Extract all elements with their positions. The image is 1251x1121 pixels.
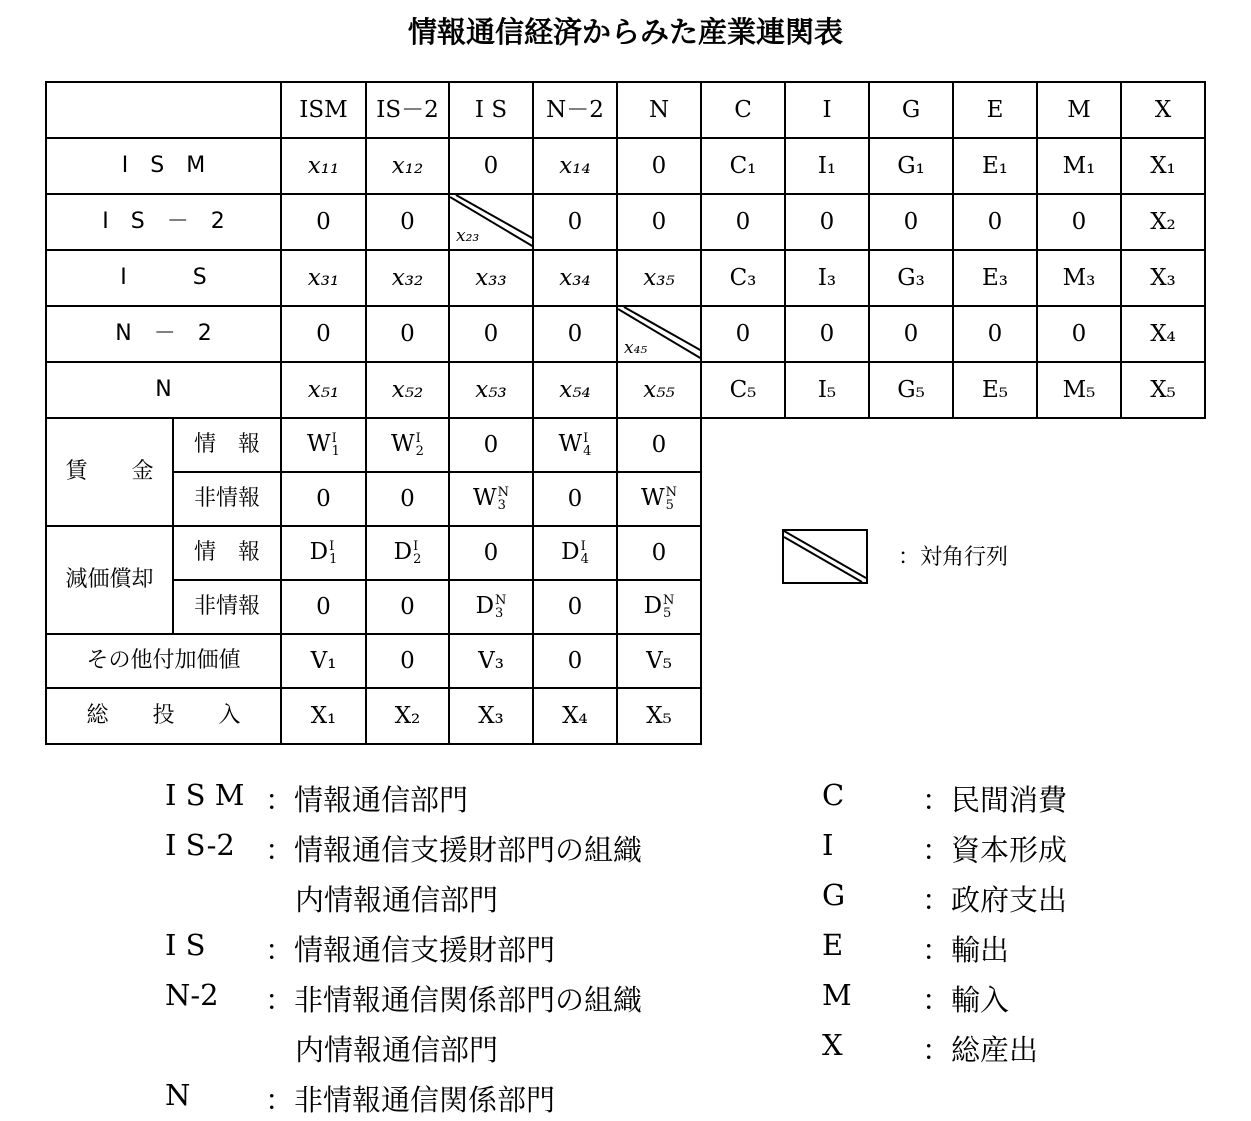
table-cell: 0 bbox=[701, 194, 785, 250]
table-cell: 0 bbox=[449, 306, 533, 362]
table-cell: W N 3 bbox=[449, 472, 533, 526]
table-cell: x₁₂ bbox=[366, 138, 449, 194]
blank-area bbox=[701, 634, 1205, 688]
column-header: N－2 bbox=[533, 82, 617, 138]
row-label: I S M bbox=[46, 138, 281, 194]
table-cell: X₃ bbox=[1121, 250, 1205, 306]
cell-base: W bbox=[640, 485, 665, 511]
table-cell: 0 bbox=[449, 138, 533, 194]
table-cell: V₅ bbox=[617, 634, 701, 688]
table-cell: 0 bbox=[869, 306, 953, 362]
table-cell: W N 5 bbox=[617, 472, 701, 526]
key-abbr: N bbox=[165, 1078, 191, 1112]
table-cell: 0 bbox=[281, 472, 366, 526]
table-cell: I₁ bbox=[785, 138, 869, 194]
table-cell: 0 bbox=[281, 306, 366, 362]
blank-area bbox=[701, 472, 1205, 526]
table-cell: I₃ bbox=[785, 250, 869, 306]
table-cell: 0 bbox=[533, 634, 617, 688]
table-cell: x₅₅ bbox=[617, 362, 701, 418]
cell-base: D bbox=[309, 539, 329, 565]
table-cell: 0 bbox=[617, 526, 701, 580]
table-cell: X₂ bbox=[1121, 194, 1205, 250]
table-cell: x₅₂ bbox=[366, 362, 449, 418]
table-cell: G₃ bbox=[869, 250, 953, 306]
table-cell: x₅₃ bbox=[449, 362, 533, 418]
input-output-table bbox=[45, 81, 1206, 745]
column-header: IS－2 bbox=[366, 82, 449, 138]
key-abbr: G bbox=[822, 878, 846, 912]
table-row bbox=[46, 418, 1205, 472]
table-row bbox=[46, 250, 1205, 306]
key-text: ：輸出 bbox=[922, 933, 1010, 967]
group-label: 賃 金 bbox=[46, 418, 173, 526]
table-cell: V₃ bbox=[449, 634, 533, 688]
table-cell: E₁ bbox=[953, 138, 1037, 194]
table-cell: 0 bbox=[1037, 194, 1121, 250]
table-cell: x₃₄ bbox=[533, 250, 617, 306]
table-row bbox=[46, 362, 1205, 418]
diagonal-cell bbox=[449, 194, 533, 250]
table-cell: X₄ bbox=[1121, 306, 1205, 362]
table-cell: 0 bbox=[785, 306, 869, 362]
page-title: 情報通信経済からみた産業連関表 bbox=[407, 15, 843, 49]
diagonal-hatch-icon bbox=[784, 531, 866, 582]
table-cell: X₂ bbox=[366, 688, 449, 744]
cell-base: W bbox=[558, 431, 583, 457]
column-header: ISM bbox=[281, 82, 366, 138]
key-text: 内情報通信部門 bbox=[295, 1033, 499, 1067]
row-label: 総 投 入 bbox=[46, 688, 281, 744]
column-header: X bbox=[1121, 82, 1205, 138]
table-row bbox=[46, 138, 1205, 194]
table-cell: C₁ bbox=[701, 138, 785, 194]
cell-base: W bbox=[391, 431, 415, 457]
table-cell: I₅ bbox=[785, 362, 869, 418]
column-header: C bbox=[701, 82, 785, 138]
table-cell: 0 bbox=[533, 472, 617, 526]
cell-base: D bbox=[475, 593, 495, 619]
table-cell: 0 bbox=[785, 194, 869, 250]
table-cell: x₁₁ bbox=[281, 138, 366, 194]
table-cell: 0 bbox=[1037, 306, 1121, 362]
table-cell: 0 bbox=[281, 580, 366, 634]
key-abbr: C bbox=[822, 778, 845, 812]
row-label: I S bbox=[46, 250, 281, 306]
key-abbr: I S M bbox=[165, 778, 245, 812]
table-cell: 0 bbox=[281, 194, 366, 250]
sub-label: 非情報 bbox=[173, 580, 281, 634]
row-label: I S － 2 bbox=[46, 194, 281, 250]
table-row bbox=[46, 194, 1205, 250]
table-cell: 0 bbox=[533, 306, 617, 362]
key-text: ：情報通信部門 bbox=[265, 783, 469, 817]
cell-base: D bbox=[561, 539, 580, 565]
column-header: N bbox=[617, 82, 701, 138]
blank-area bbox=[701, 418, 1205, 472]
table-cell: x₃₁ bbox=[281, 250, 366, 306]
cell-base: W bbox=[472, 485, 497, 511]
table-cell: E₅ bbox=[953, 362, 1037, 418]
table-cell: X₅ bbox=[1121, 362, 1205, 418]
table-cell: 0 bbox=[449, 526, 533, 580]
blank-area bbox=[701, 688, 1205, 744]
table-cell: 0 bbox=[953, 194, 1037, 250]
column-header: M bbox=[1037, 82, 1121, 138]
table-cell: D I 1 bbox=[281, 526, 366, 580]
row-label: N － 2 bbox=[46, 306, 281, 362]
table-cell: x₅₁ bbox=[281, 362, 366, 418]
table-row bbox=[46, 688, 1205, 744]
key-text: ：非情報通信関係部門の組織 bbox=[265, 983, 643, 1017]
table-cell: x₃₂ bbox=[366, 250, 449, 306]
key-text: ：非情報通信関係部門 bbox=[265, 1083, 556, 1117]
table-row bbox=[46, 472, 1205, 526]
column-header: G bbox=[869, 82, 953, 138]
table-cell: 0 bbox=[366, 634, 449, 688]
table-cell: x₃₃ bbox=[449, 250, 533, 306]
group-label: 減価償却 bbox=[46, 526, 173, 634]
table-cell: 0 bbox=[617, 418, 701, 472]
key-abbr: M bbox=[822, 978, 852, 1012]
table-cell: 0 bbox=[533, 580, 617, 634]
table-cell: W I 1 bbox=[281, 418, 366, 472]
table-cell: 0 bbox=[533, 194, 617, 250]
diagonal-legend-label: ：対角行列 bbox=[898, 545, 1009, 570]
cell-base: D bbox=[643, 593, 663, 619]
key-abbr: N-2 bbox=[165, 978, 219, 1012]
key-abbr: I S-2 bbox=[165, 828, 235, 862]
key-abbr: I S bbox=[165, 928, 206, 962]
row-label: その他付加価値 bbox=[46, 634, 281, 688]
table-cell: D N 5 bbox=[617, 580, 701, 634]
table-cell: x₅₄ bbox=[533, 362, 617, 418]
key-text: ：輸入 bbox=[922, 983, 1010, 1017]
table-cell: X₃ bbox=[449, 688, 533, 744]
table-cell: 0 bbox=[953, 306, 1037, 362]
sub-label: 情 報 bbox=[173, 418, 281, 472]
table-cell: 0 bbox=[617, 194, 701, 250]
table-cell: 0 bbox=[869, 194, 953, 250]
table-cell: 0 bbox=[366, 580, 449, 634]
sub-label: 非情報 bbox=[173, 472, 281, 526]
diagonal-cell bbox=[617, 306, 701, 362]
key-text: ：政府支出 bbox=[922, 883, 1068, 917]
key-text: 内情報通信部門 bbox=[295, 883, 499, 917]
table-cell: D I 4 bbox=[533, 526, 617, 580]
table-cell: V₁ bbox=[281, 634, 366, 688]
table-cell: x₃₅ bbox=[617, 250, 701, 306]
key-text: ：民間消費 bbox=[922, 783, 1068, 817]
key-text: ：情報通信支援財部門 bbox=[265, 933, 556, 967]
table-cell: G₁ bbox=[869, 138, 953, 194]
column-header: I bbox=[785, 82, 869, 138]
table-cell: D I 2 bbox=[366, 526, 449, 580]
header-row bbox=[46, 82, 1205, 138]
table-cell: 0 bbox=[366, 306, 449, 362]
diagonal-value: x₄₅ bbox=[624, 338, 648, 358]
table-cell: M₅ bbox=[1037, 362, 1121, 418]
table-row bbox=[46, 634, 1205, 688]
corner-cell bbox=[46, 82, 281, 138]
table-row bbox=[46, 306, 1205, 362]
table-cell: W I 4 bbox=[533, 418, 617, 472]
table-cell: X₁ bbox=[281, 688, 366, 744]
table-cell: M₃ bbox=[1037, 250, 1121, 306]
key-text: ：総産出 bbox=[922, 1033, 1039, 1067]
row-label: N bbox=[46, 362, 281, 418]
table-cell: W I 2 bbox=[366, 418, 449, 472]
key-abbr: I bbox=[822, 828, 834, 862]
table-cell: E₃ bbox=[953, 250, 1037, 306]
key-abbr: X bbox=[822, 1028, 843, 1062]
blank-area bbox=[701, 580, 1205, 634]
table-cell: 0 bbox=[617, 138, 701, 194]
sub-label: 情 報 bbox=[173, 526, 281, 580]
table-cell: C₃ bbox=[701, 250, 785, 306]
table-cell: 0 bbox=[366, 472, 449, 526]
column-header: E bbox=[953, 82, 1037, 138]
key-text: ：資本形成 bbox=[922, 833, 1068, 867]
column-header: I S bbox=[449, 82, 533, 138]
key-abbr: E bbox=[822, 928, 844, 962]
diagonal-value: x₂₃ bbox=[456, 226, 480, 246]
table-cell: X₄ bbox=[533, 688, 617, 744]
key-text: ：情報通信支援財部門の組織 bbox=[265, 833, 643, 867]
cell-base: D bbox=[393, 539, 413, 565]
table-cell: 0 bbox=[366, 194, 449, 250]
table-cell: 0 bbox=[701, 306, 785, 362]
table-cell: D N 3 bbox=[449, 580, 533, 634]
table-cell: x₁₄ bbox=[533, 138, 617, 194]
table-cell: X₅ bbox=[617, 688, 701, 744]
table-row bbox=[46, 526, 1205, 580]
table-cell: M₁ bbox=[1037, 138, 1121, 194]
table-cell: G₅ bbox=[869, 362, 953, 418]
table-cell: C₅ bbox=[701, 362, 785, 418]
diagonal-legend-swatch bbox=[782, 529, 868, 584]
cell-base: W bbox=[307, 431, 331, 457]
table-cell: X₁ bbox=[1121, 138, 1205, 194]
table-cell: 0 bbox=[449, 418, 533, 472]
table-row bbox=[46, 580, 1205, 634]
